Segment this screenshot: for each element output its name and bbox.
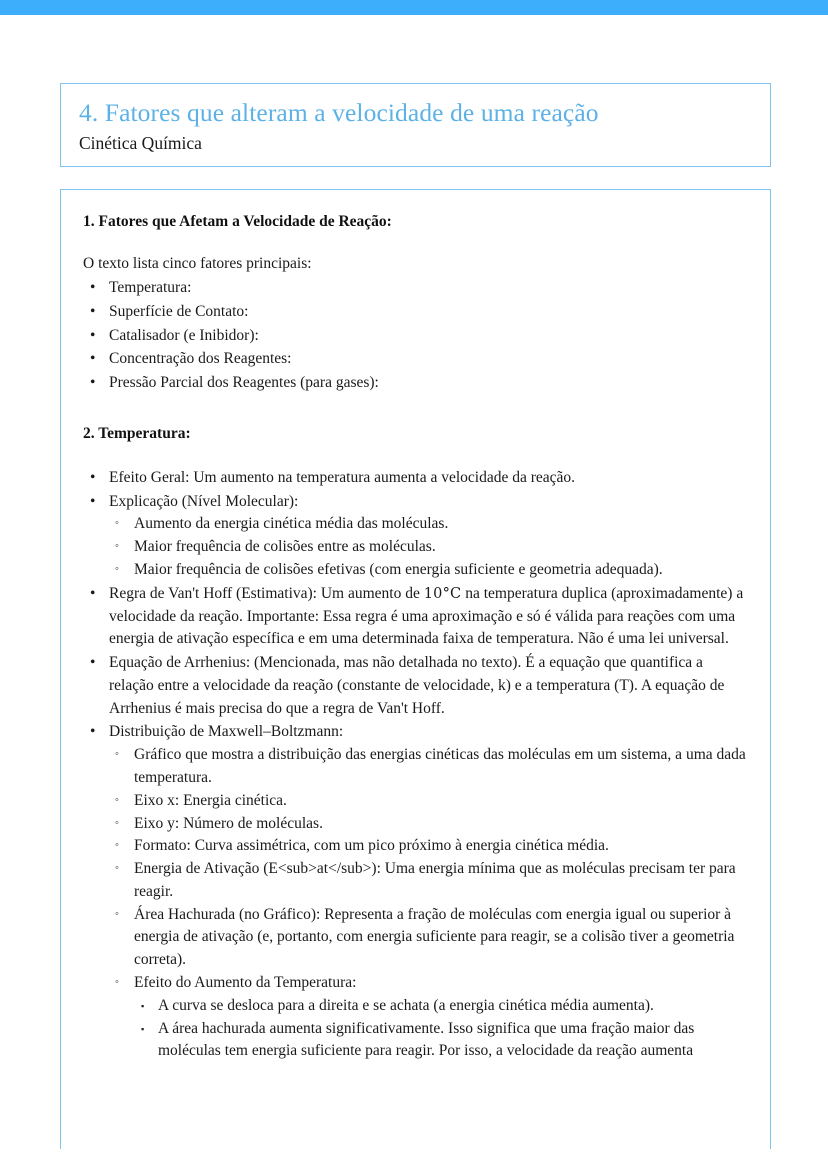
list-item-text: Energia de Ativação (E<sub>at</sub>): Uma energia mínima que as moléculas precisam ter para reagir. xyxy=(134,860,736,900)
list-item-text: Superfície de Contato: xyxy=(109,302,249,320)
list-item-text: Efeito Geral: Um aumento na temperatura aumenta a velocidade da reação. xyxy=(109,468,576,486)
maxwell-sublist xyxy=(109,744,748,1063)
list-item xyxy=(109,972,748,1063)
section-heading-1: 1. Fatores que Afetam a Velocidade de Reação: xyxy=(83,213,392,231)
circle-bullet-icon: ◦ xyxy=(115,907,119,920)
list-item xyxy=(83,467,748,490)
circle-bullet-icon: ◦ xyxy=(115,517,119,530)
section-factors xyxy=(83,212,748,395)
content-card xyxy=(60,189,771,1149)
section-temperature xyxy=(83,424,748,1063)
bullet-icon: • xyxy=(90,279,96,296)
header-card xyxy=(60,83,771,167)
vant-hoff-temperature-value: 10°C xyxy=(423,585,462,602)
list-item xyxy=(83,583,748,651)
explanation-sublist xyxy=(109,513,748,581)
list-item xyxy=(83,491,748,582)
circle-bullet-icon: ◦ xyxy=(115,976,119,989)
list-item xyxy=(109,790,748,813)
list-item xyxy=(109,744,748,790)
list-item xyxy=(109,904,748,972)
list-item-text: A área hachurada aumenta significativamente. Isso significa que uma fração maior das moléculas tem energia suficiente para reagir. Por isso, a velocidade da reação aumenta xyxy=(158,1019,695,1060)
list-item-text: Formato: Curva assimétrica, com um pico próximo à energia cinética média. xyxy=(134,837,609,855)
square-bullet-icon: ▪ xyxy=(141,1000,145,1011)
factors-list xyxy=(83,277,748,395)
temperature-effect-sublist xyxy=(134,995,748,1063)
circle-bullet-icon: ◦ xyxy=(115,862,119,875)
list-item-text: Eixo x: Energia cinética. xyxy=(134,791,287,809)
list-item xyxy=(83,301,748,324)
list-item xyxy=(109,835,748,858)
bullet-icon: • xyxy=(90,654,96,672)
list-item-text: Explicação (Nível Molecular): xyxy=(109,492,299,510)
list-item-text: Pressão Parcial dos Reagentes (para gases): xyxy=(109,374,379,392)
circle-bullet-icon: ◦ xyxy=(115,816,119,829)
list-item-text: Maior frequência de colisões entre as moléculas. xyxy=(134,538,436,556)
top-accent-bar xyxy=(0,0,828,15)
list-item-text: Distribuição de Maxwell–Boltzmann: xyxy=(109,723,344,741)
bullet-icon: • xyxy=(90,723,96,741)
bullet-icon: • xyxy=(90,492,96,510)
list-item xyxy=(109,559,748,582)
list-item xyxy=(83,325,748,348)
temperature-list xyxy=(83,467,748,1063)
circle-bullet-icon: ◦ xyxy=(115,540,119,553)
list-item xyxy=(83,277,748,300)
bullet-icon: • xyxy=(90,468,96,486)
list-item-text: Gráfico que mostra a distribuição das energias cinéticas das moléculas em um sistema, a uma dada temperatura. xyxy=(134,746,746,786)
list-item xyxy=(134,995,748,1018)
section-1-intro: O texto lista cinco fatores principais: xyxy=(83,255,312,272)
list-item xyxy=(83,348,748,371)
list-item-text: Aumento da energia cinética média das moléculas. xyxy=(134,515,449,533)
vant-hoff-text-part1: Regra de Van't Hoff (Estimativa): Um aumento de xyxy=(109,584,424,602)
list-item-text: Catalisador (e Inibidor): xyxy=(109,326,259,344)
list-item-text: Maior frequência de colisões efetivas (com energia suficiente e geometria adequada). xyxy=(134,560,663,578)
bullet-icon: • xyxy=(90,374,96,392)
list-item-text: Área Hachurada (no Gráfico): Representa a fração de moléculas com energia igual ou superior à energia de ativação (e, portanto, com energia suficiente para reagir, se a colisão tiver a geometria correta). xyxy=(134,905,735,969)
list-item-text: Concentração dos Reagentes: xyxy=(109,350,292,368)
circle-bullet-icon: ◦ xyxy=(115,793,119,806)
list-item-text: Equação de Arrhenius: (Mencionada, mas não detalhada no texto). É a equação que quantifica a relação entre a velocidade da reação (constante de velocidade, k) e a temperatura (T). A equação de Arrhenius é mais precisa do que a regra de Van't Hoff. xyxy=(109,654,725,717)
page-subtitle: Cinética Química xyxy=(79,133,202,154)
list-item-text: Temperatura: xyxy=(109,279,192,296)
vant-hoff-text-part2: na temperatura duplica (aproximadamente) a velocidade da reação. Importante: Essa regra é uma aproximação e só é válida para reações com uma energia de ativação específica e em uma determinada faixa de temperatura. Não é uma lei universal. xyxy=(109,584,744,648)
list-item-text: A curva se desloca para a direita e se achata (a energia cinética média aumenta). xyxy=(158,996,654,1014)
circle-bullet-icon: ◦ xyxy=(115,839,119,852)
section-heading-2: 2. Temperatura: xyxy=(83,424,191,442)
list-item-text: Eixo y: Número de moléculas. xyxy=(134,814,323,832)
list-item xyxy=(109,858,748,904)
bullet-icon: • xyxy=(90,326,96,344)
list-item xyxy=(83,652,748,720)
list-item xyxy=(109,536,748,559)
circle-bullet-icon: ◦ xyxy=(115,748,119,761)
page-title: 4. Fatores que alteram a velocidade de uma reação xyxy=(79,98,599,127)
list-item xyxy=(83,721,748,1063)
list-item xyxy=(83,372,748,395)
list-item xyxy=(109,813,748,836)
bullet-icon: • xyxy=(90,302,96,320)
bullet-icon: • xyxy=(90,350,96,368)
list-item xyxy=(134,1018,748,1064)
circle-bullet-icon: ◦ xyxy=(115,562,119,575)
square-bullet-icon: ▪ xyxy=(141,1023,145,1034)
list-item xyxy=(109,513,748,536)
bullet-icon: • xyxy=(90,584,96,602)
list-item-text: Efeito do Aumento da Temperatura: xyxy=(134,974,357,992)
document-page xyxy=(0,15,828,1149)
